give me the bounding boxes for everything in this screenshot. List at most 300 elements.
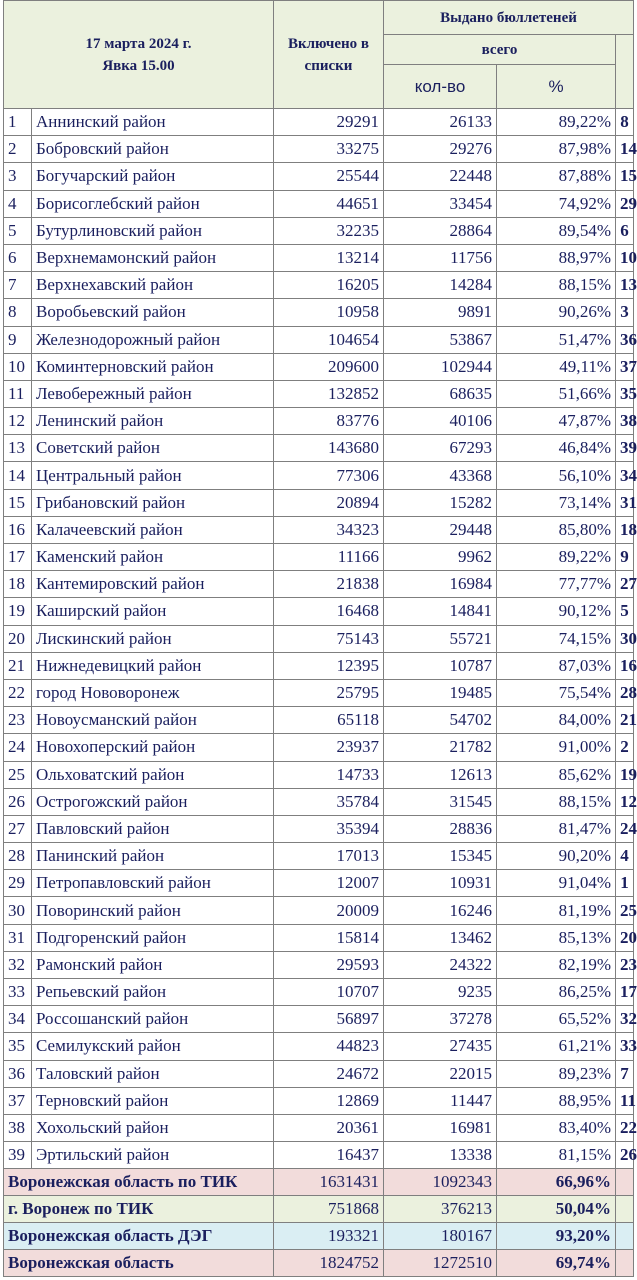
row-number: 4: [4, 190, 32, 217]
district-name: город Нововоронеж: [32, 679, 274, 706]
district-name: Нижнедевицкий район: [32, 652, 274, 679]
issued-count: 9891: [384, 299, 497, 326]
district-name: Панинский район: [32, 843, 274, 870]
issued-count: 27435: [384, 1033, 497, 1060]
count-header: кол-во: [384, 65, 497, 109]
turnout-rank: 38: [616, 408, 634, 435]
row-number: 7: [4, 272, 32, 299]
district-name: Железнодорожный район: [32, 326, 274, 353]
row-number: 35: [4, 1033, 32, 1060]
district-name: Советский район: [32, 435, 274, 462]
included-count: 35784: [274, 788, 384, 815]
summary-row: [4, 1223, 634, 1250]
turnout-rank: 23: [616, 951, 634, 978]
issued-count: 29276: [384, 136, 497, 163]
included-count: 20009: [274, 897, 384, 924]
table-row: [4, 1142, 634, 1169]
district-name: Грибановский район: [32, 489, 274, 516]
row-number: 20: [4, 625, 32, 652]
included-count: 13214: [274, 244, 384, 271]
included-count: 16205: [274, 272, 384, 299]
issued-count: 28836: [384, 815, 497, 842]
table-row: [4, 1060, 634, 1087]
issued-count: 68635: [384, 380, 497, 407]
turnout-table: [3, 0, 637, 1277]
issued-count: 22015: [384, 1060, 497, 1087]
district-name: Калачеевский район: [32, 516, 274, 543]
turnout-rank: 39: [616, 435, 634, 462]
rank-header-blank: [616, 35, 634, 109]
summary-included: 193321: [274, 1223, 384, 1250]
table-row: [4, 136, 634, 163]
turnout-rank: 5: [616, 598, 634, 625]
turnout-rank: 37: [616, 353, 634, 380]
included-count: 143680: [274, 435, 384, 462]
turnout-rank: 32: [616, 1006, 634, 1033]
row-number: 16: [4, 516, 32, 543]
included-header: Включено в списки: [274, 1, 384, 109]
district-name: Левобережный район: [32, 380, 274, 407]
summary-rank-blank: [616, 1223, 634, 1250]
turnout-rank: 24: [616, 815, 634, 842]
summary-percent: 66,96%: [497, 1169, 616, 1196]
district-rows: [4, 109, 637, 1169]
table-row: [4, 489, 634, 516]
row-number: 38: [4, 1114, 32, 1141]
issued-percent: 85,13%: [497, 924, 616, 951]
district-name: Кантемировский район: [32, 571, 274, 598]
row-number: 22: [4, 679, 32, 706]
row-number: 39: [4, 1142, 32, 1169]
table-row: [4, 761, 634, 788]
summary-percent: 93,20%: [497, 1223, 616, 1250]
row-number: 29: [4, 870, 32, 897]
summary-rows: [4, 1169, 634, 1277]
issued-percent: 88,15%: [497, 788, 616, 815]
turnout-rank: 26: [616, 1142, 634, 1169]
table-row: [4, 353, 634, 380]
district-name: Борисоглебский район: [32, 190, 274, 217]
issued-count: 55721: [384, 625, 497, 652]
issued-count: 24322: [384, 951, 497, 978]
issued-count: 19485: [384, 679, 497, 706]
report-date: 17 марта 2024 г.: [85, 35, 192, 52]
district-name: Хохольский район: [32, 1114, 274, 1141]
table-row: [4, 408, 634, 435]
included-count: 104654: [274, 326, 384, 353]
issued-count: 33454: [384, 190, 497, 217]
row-number: 11: [4, 380, 32, 407]
summary-label: Воронежская область по ТИК: [4, 1169, 274, 1196]
issued-percent: 88,95%: [497, 1087, 616, 1114]
summary-included: 1631431: [274, 1169, 384, 1196]
issued-count: 10931: [384, 870, 497, 897]
issued-count: 9962: [384, 544, 497, 571]
issued-count: 54702: [384, 707, 497, 734]
issued-percent: 90,12%: [497, 598, 616, 625]
issued-percent: 87,98%: [497, 136, 616, 163]
turnout-rank: 20: [616, 924, 634, 951]
issued-percent: 74,92%: [497, 190, 616, 217]
issued-percent: 61,21%: [497, 1033, 616, 1060]
summary-row: [4, 1169, 634, 1196]
district-name: Рамонский район: [32, 951, 274, 978]
issued-percent: 88,97%: [497, 244, 616, 271]
issued-count: 14284: [384, 272, 497, 299]
row-number: 12: [4, 408, 32, 435]
table-row: [4, 843, 634, 870]
included-count: 44651: [274, 190, 384, 217]
turnout-rank: 29: [616, 190, 634, 217]
included-count: 44823: [274, 1033, 384, 1060]
district-name: Центральный район: [32, 462, 274, 489]
summary-row: [4, 1250, 634, 1277]
turnout-rank: 2: [616, 734, 634, 761]
issued-percent: 88,15%: [497, 272, 616, 299]
turnout-rank: 15: [616, 163, 634, 190]
included-count: 209600: [274, 353, 384, 380]
table-row: [4, 951, 634, 978]
row-number: 1: [4, 109, 32, 136]
turnout-rank: 11: [616, 1087, 634, 1114]
turnout-rank: 3: [616, 299, 634, 326]
district-name: Репьевский район: [32, 979, 274, 1006]
included-count: 15814: [274, 924, 384, 951]
district-name: Воробьевский район: [32, 299, 274, 326]
issued-count: 11447: [384, 1087, 497, 1114]
row-number: 31: [4, 924, 32, 951]
turnout-rank: 18: [616, 516, 634, 543]
turnout-rank: 4: [616, 843, 634, 870]
district-name: Поворинский район: [32, 897, 274, 924]
table-row: [4, 544, 634, 571]
included-count: 65118: [274, 707, 384, 734]
issued-count: 13338: [384, 1142, 497, 1169]
row-number: 18: [4, 571, 32, 598]
table-row: [4, 109, 634, 136]
turnout-rank: 36: [616, 326, 634, 353]
district-name: Петропавловский район: [32, 870, 274, 897]
summary-label: Воронежская область: [4, 1250, 274, 1277]
included-count: 20361: [274, 1114, 384, 1141]
issued-count: 15345: [384, 843, 497, 870]
issued-count: 16984: [384, 571, 497, 598]
district-name: Острогожский район: [32, 788, 274, 815]
table-row: [4, 1114, 634, 1141]
row-number: 14: [4, 462, 32, 489]
issued-count: 31545: [384, 788, 497, 815]
issued-percent: 86,25%: [497, 979, 616, 1006]
turnout-rank: 31: [616, 489, 634, 516]
issued-percent: 89,23%: [497, 1060, 616, 1087]
table-row: [4, 244, 634, 271]
issued-percent: 46,84%: [497, 435, 616, 462]
summary-rank-blank: [616, 1169, 634, 1196]
row-number: 33: [4, 979, 32, 1006]
table-row: [4, 326, 634, 353]
summary-label: Воронежская область ДЭГ: [4, 1223, 274, 1250]
issued-percent: 87,88%: [497, 163, 616, 190]
district-name: Подгоренский район: [32, 924, 274, 951]
summary-percent: 50,04%: [497, 1196, 616, 1223]
district-name: Лискинский район: [32, 625, 274, 652]
district-name: Новоусманский район: [32, 707, 274, 734]
table-row: [4, 1087, 634, 1114]
row-number: 26: [4, 788, 32, 815]
included-count: 21838: [274, 571, 384, 598]
issued-count: 10787: [384, 652, 497, 679]
district-name: Новохоперский район: [32, 734, 274, 761]
issued-percent: 83,40%: [497, 1114, 616, 1141]
table-row: [4, 924, 634, 951]
district-name: Коминтерновский район: [32, 353, 274, 380]
district-name: Ольховатский район: [32, 761, 274, 788]
included-count: 25544: [274, 163, 384, 190]
turnout-time: Явка 15.00: [102, 57, 175, 74]
issued-count: 28864: [384, 217, 497, 244]
issued-percent: 81,15%: [497, 1142, 616, 1169]
summary-included: 1824752: [274, 1250, 384, 1277]
issued-percent: 90,26%: [497, 299, 616, 326]
issued-percent: 75,54%: [497, 679, 616, 706]
table-row: [4, 299, 634, 326]
turnout-rank: 10: [616, 244, 634, 271]
row-number: 23: [4, 707, 32, 734]
issued-percent: 65,52%: [497, 1006, 616, 1033]
issued-percent: 51,66%: [497, 380, 616, 407]
table-row: [4, 571, 634, 598]
issued-count: 9235: [384, 979, 497, 1006]
issued-count: 37278: [384, 1006, 497, 1033]
row-number: 10: [4, 353, 32, 380]
turnout-rank: 33: [616, 1033, 634, 1060]
district-name: Каширский район: [32, 598, 274, 625]
turnout-rank: 6: [616, 217, 634, 244]
row-number: 21: [4, 652, 32, 679]
turnout-rank: 8: [616, 109, 634, 136]
table-row: [4, 734, 634, 761]
turnout-rank: 14: [616, 136, 634, 163]
issued-count: 13462: [384, 924, 497, 951]
row-number: 30: [4, 897, 32, 924]
table-row: [4, 435, 634, 462]
turnout-rank: 13: [616, 272, 634, 299]
row-number: 19: [4, 598, 32, 625]
issued-percent: 82,19%: [497, 951, 616, 978]
district-name: Верхнемамонский район: [32, 244, 274, 271]
table-row: [4, 979, 634, 1006]
row-number: 27: [4, 815, 32, 842]
included-count: 29291: [274, 109, 384, 136]
summary-percent: 69,74%: [497, 1250, 616, 1277]
issued-percent: 91,04%: [497, 870, 616, 897]
issued-count: 102944: [384, 353, 497, 380]
district-name: Семилукский район: [32, 1033, 274, 1060]
issued-count: 15282: [384, 489, 497, 516]
issued-count: 16246: [384, 897, 497, 924]
district-name: Эртильский район: [32, 1142, 274, 1169]
row-number: 2: [4, 136, 32, 163]
turnout-rank: 34: [616, 462, 634, 489]
included-count: 14733: [274, 761, 384, 788]
turnout-rank: 17: [616, 979, 634, 1006]
included-count: 33275: [274, 136, 384, 163]
issued-count: 12613: [384, 761, 497, 788]
included-count: 35394: [274, 815, 384, 842]
district-name: Каменский район: [32, 544, 274, 571]
district-name: Бобровский район: [32, 136, 274, 163]
included-count: 77306: [274, 462, 384, 489]
issued-percent: 85,62%: [497, 761, 616, 788]
row-number: 24: [4, 734, 32, 761]
total-header: всего: [384, 35, 616, 65]
issued-percent: 87,03%: [497, 652, 616, 679]
issued-percent: 56,10%: [497, 462, 616, 489]
table-row: [4, 897, 634, 924]
included-count: 56897: [274, 1006, 384, 1033]
district-name: Богучарский район: [32, 163, 274, 190]
issued-percent: 81,47%: [497, 815, 616, 842]
issued-percent: 90,20%: [497, 843, 616, 870]
issued-percent: 74,15%: [497, 625, 616, 652]
district-name: Терновский район: [32, 1087, 274, 1114]
table-row: [4, 462, 634, 489]
included-count: 12869: [274, 1087, 384, 1114]
row-number: 13: [4, 435, 32, 462]
row-number: 8: [4, 299, 32, 326]
turnout-rank: 25: [616, 897, 634, 924]
date-header-cell: [4, 1, 274, 109]
row-number: 5: [4, 217, 32, 244]
table-row: [4, 788, 634, 815]
included-count: 10958: [274, 299, 384, 326]
row-number: 32: [4, 951, 32, 978]
issued-percent: 91,00%: [497, 734, 616, 761]
table-row: [4, 652, 634, 679]
turnout-rank: 22: [616, 1114, 634, 1141]
district-name: Аннинский район: [32, 109, 274, 136]
row-number: 37: [4, 1087, 32, 1114]
issued-count: 11756: [384, 244, 497, 271]
included-count: 12007: [274, 870, 384, 897]
table-row: [4, 516, 634, 543]
table-row: [4, 190, 634, 217]
issued-count: 26133: [384, 109, 497, 136]
turnout-rank: 35: [616, 380, 634, 407]
row-number: 9: [4, 326, 32, 353]
issued-header: Выдано бюллетеней: [384, 1, 634, 35]
turnout-rank: 9: [616, 544, 634, 571]
table-row: [4, 870, 634, 897]
table-row: [4, 1006, 634, 1033]
row-number: 25: [4, 761, 32, 788]
row-number: 6: [4, 244, 32, 271]
table-row: [4, 163, 634, 190]
issued-percent: 81,19%: [497, 897, 616, 924]
row-number: 36: [4, 1060, 32, 1087]
summary-issued: 1092343: [384, 1169, 497, 1196]
row-number: 15: [4, 489, 32, 516]
issued-count: 43368: [384, 462, 497, 489]
issued-percent: 77,77%: [497, 571, 616, 598]
included-count: 23937: [274, 734, 384, 761]
turnout-rank: 12: [616, 788, 634, 815]
row-number: 3: [4, 163, 32, 190]
table-row: [4, 625, 634, 652]
summary-rank-blank: [616, 1196, 634, 1223]
table-row: [4, 380, 634, 407]
issued-percent: 85,80%: [497, 516, 616, 543]
turnout-rank: 30: [616, 625, 634, 652]
included-count: 24672: [274, 1060, 384, 1087]
district-name: Россошанский район: [32, 1006, 274, 1033]
turnout-rank: 21: [616, 707, 634, 734]
district-name: Ленинский район: [32, 408, 274, 435]
issued-count: 67293: [384, 435, 497, 462]
summary-issued: 376213: [384, 1196, 497, 1223]
district-name: Верхнехавский район: [32, 272, 274, 299]
table-row: [4, 679, 634, 706]
table-row: [4, 598, 634, 625]
issued-percent: 47,87%: [497, 408, 616, 435]
included-count: 12395: [274, 652, 384, 679]
included-count: 20894: [274, 489, 384, 516]
turnout-rank: 16: [616, 652, 634, 679]
issued-count: 21782: [384, 734, 497, 761]
turnout-rank: 7: [616, 1060, 634, 1087]
summary-rank-blank: [616, 1250, 634, 1277]
turnout-rank: 27: [616, 571, 634, 598]
district-name: Бутурлиновский район: [32, 217, 274, 244]
turnout-rank: 1: [616, 870, 634, 897]
issued-count: 16981: [384, 1114, 497, 1141]
included-count: 29593: [274, 951, 384, 978]
issued-count: 53867: [384, 326, 497, 353]
issued-percent: 73,14%: [497, 489, 616, 516]
issued-percent: 51,47%: [497, 326, 616, 353]
row-number: 17: [4, 544, 32, 571]
included-count: 34323: [274, 516, 384, 543]
included-count: 16468: [274, 598, 384, 625]
turnout-rank: 19: [616, 761, 634, 788]
included-count: 132852: [274, 380, 384, 407]
included-count: 75143: [274, 625, 384, 652]
issued-count: 29448: [384, 516, 497, 543]
issued-count: 40106: [384, 408, 497, 435]
included-count: 83776: [274, 408, 384, 435]
table-row: [4, 815, 634, 842]
district-name: Таловский район: [32, 1060, 274, 1087]
issued-count: 22448: [384, 163, 497, 190]
included-count: 32235: [274, 217, 384, 244]
summary-included: 751868: [274, 1196, 384, 1223]
included-count: 16437: [274, 1142, 384, 1169]
issued-percent: 89,22%: [497, 544, 616, 571]
included-count: 25795: [274, 679, 384, 706]
row-number: 28: [4, 843, 32, 870]
included-count: 10707: [274, 979, 384, 1006]
table-row: [4, 1033, 634, 1060]
summary-issued: 180167: [384, 1223, 497, 1250]
summary-row: [4, 1196, 634, 1223]
row-number: 34: [4, 1006, 32, 1033]
issued-percent: 89,54%: [497, 217, 616, 244]
table-row: [4, 272, 634, 299]
turnout-rank: 28: [616, 679, 634, 706]
issued-percent: 49,11%: [497, 353, 616, 380]
included-count: 17013: [274, 843, 384, 870]
included-count: 11166: [274, 544, 384, 571]
